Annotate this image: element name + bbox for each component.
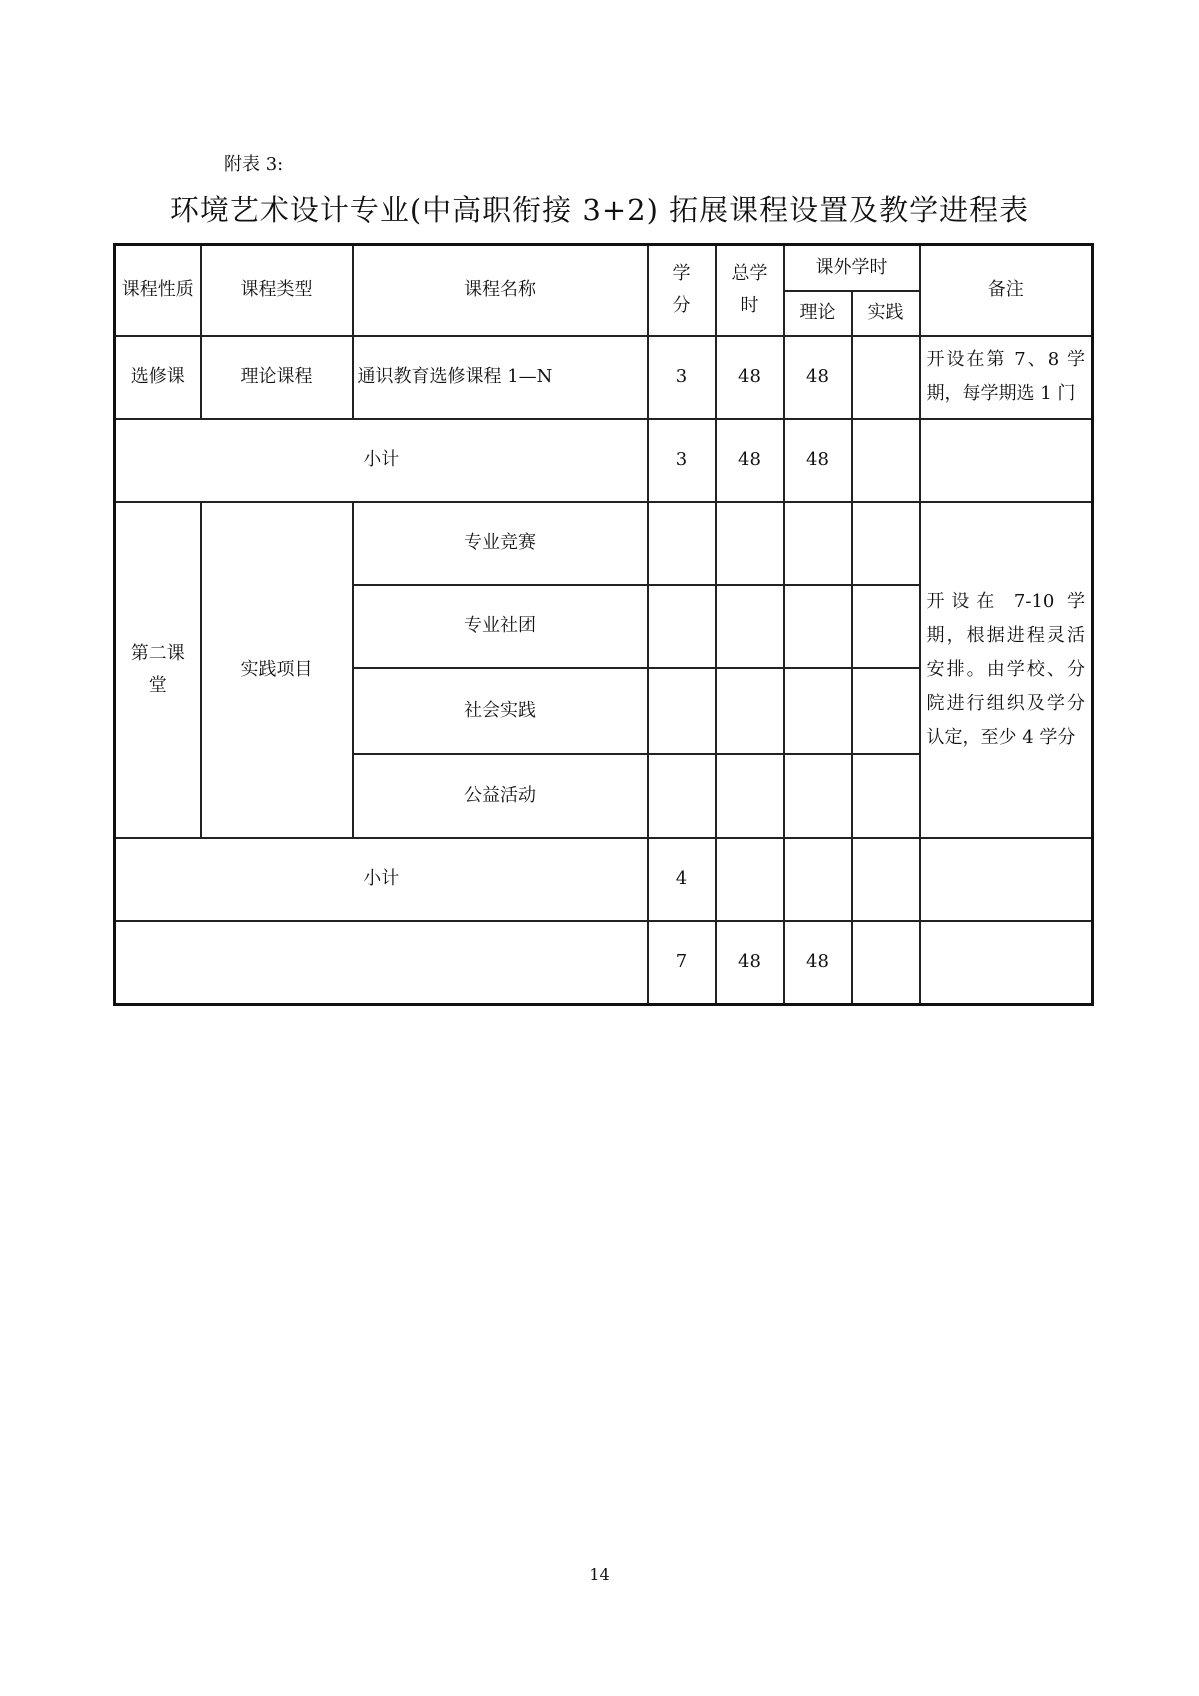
header-credit: 学分 [648,245,716,336]
empty-cell [784,838,852,921]
elective-remark: 开设在第 7、8 学期，每学期选 1 门 [920,336,1093,419]
empty-cell [852,838,920,921]
second-class-nature: 第二课堂 [115,502,201,838]
elective-nature: 选修课 [115,336,201,419]
header-practice: 实践 [852,291,920,336]
course-schedule-table [113,243,1094,1006]
page-title: 环境艺术设计专业(中高职衔接 3+2) 拓展课程设置及教学进程表 [169,193,1030,227]
total-theory: 48 [784,921,852,1005]
empty-cell [716,585,784,668]
subtotal1-label: 小计 [115,419,648,502]
total-total-hours: 48 [716,921,784,1005]
subtotal1-practice [852,419,920,502]
empty-cell [716,754,784,838]
header-type: 课程类型 [201,245,353,336]
empty-cell [716,668,784,754]
subtotal1-theory: 48 [784,419,852,502]
header-name: 课程名称 [353,245,648,336]
second-class-item: 社会实践 [353,668,648,754]
second-class-type: 实践项目 [201,502,353,838]
empty-cell [852,502,920,585]
second-class-item: 专业社团 [353,585,648,668]
empty-cell [784,502,852,585]
empty-cell [784,754,852,838]
empty-cell [852,585,920,668]
subtotal2-credit: 4 [648,838,716,921]
empty-cell [648,502,716,585]
total-practice [852,921,920,1005]
second-class-item: 公益活动 [353,754,648,838]
total-label [115,921,648,1005]
header-nature: 课程性质 [115,245,201,336]
total-remark [920,921,1093,1005]
header-total-hours: 总学时 [716,245,784,336]
empty-cell [648,668,716,754]
empty-cell [920,838,1093,921]
elective-type: 理论课程 [201,336,353,419]
subtotal2-label: 小计 [115,838,648,921]
elective-credit: 3 [648,336,716,419]
empty-cell [716,502,784,585]
subtotal1-remark [920,419,1093,502]
appendix-label: 附表 3: [224,154,284,175]
empty-cell [716,838,784,921]
header-theory: 理论 [784,291,852,336]
empty-cell [648,754,716,838]
empty-cell [784,585,852,668]
elective-total-hours: 48 [716,336,784,419]
elective-theory: 48 [784,336,852,419]
empty-cell [784,668,852,754]
empty-cell [852,668,920,754]
page-number: 14 [589,1565,610,1584]
subtotal1-credit: 3 [648,419,716,502]
total-credit: 7 [648,921,716,1005]
elective-name: 通识教育选修课程 1—N [353,336,648,419]
header-remark: 备注 [920,245,1093,336]
header-extra-hours: 课外学时 [784,245,920,291]
elective-practice [852,336,920,419]
subtotal1-total-hours: 48 [716,419,784,502]
second-class-remark: 开设在 7-10 学期，根据进程灵活安排。由学校、分院进行组织及学分认定，至少 4 学分 [920,502,1093,838]
second-class-item: 专业竞赛 [353,502,648,585]
empty-cell [648,585,716,668]
empty-cell [852,754,920,838]
